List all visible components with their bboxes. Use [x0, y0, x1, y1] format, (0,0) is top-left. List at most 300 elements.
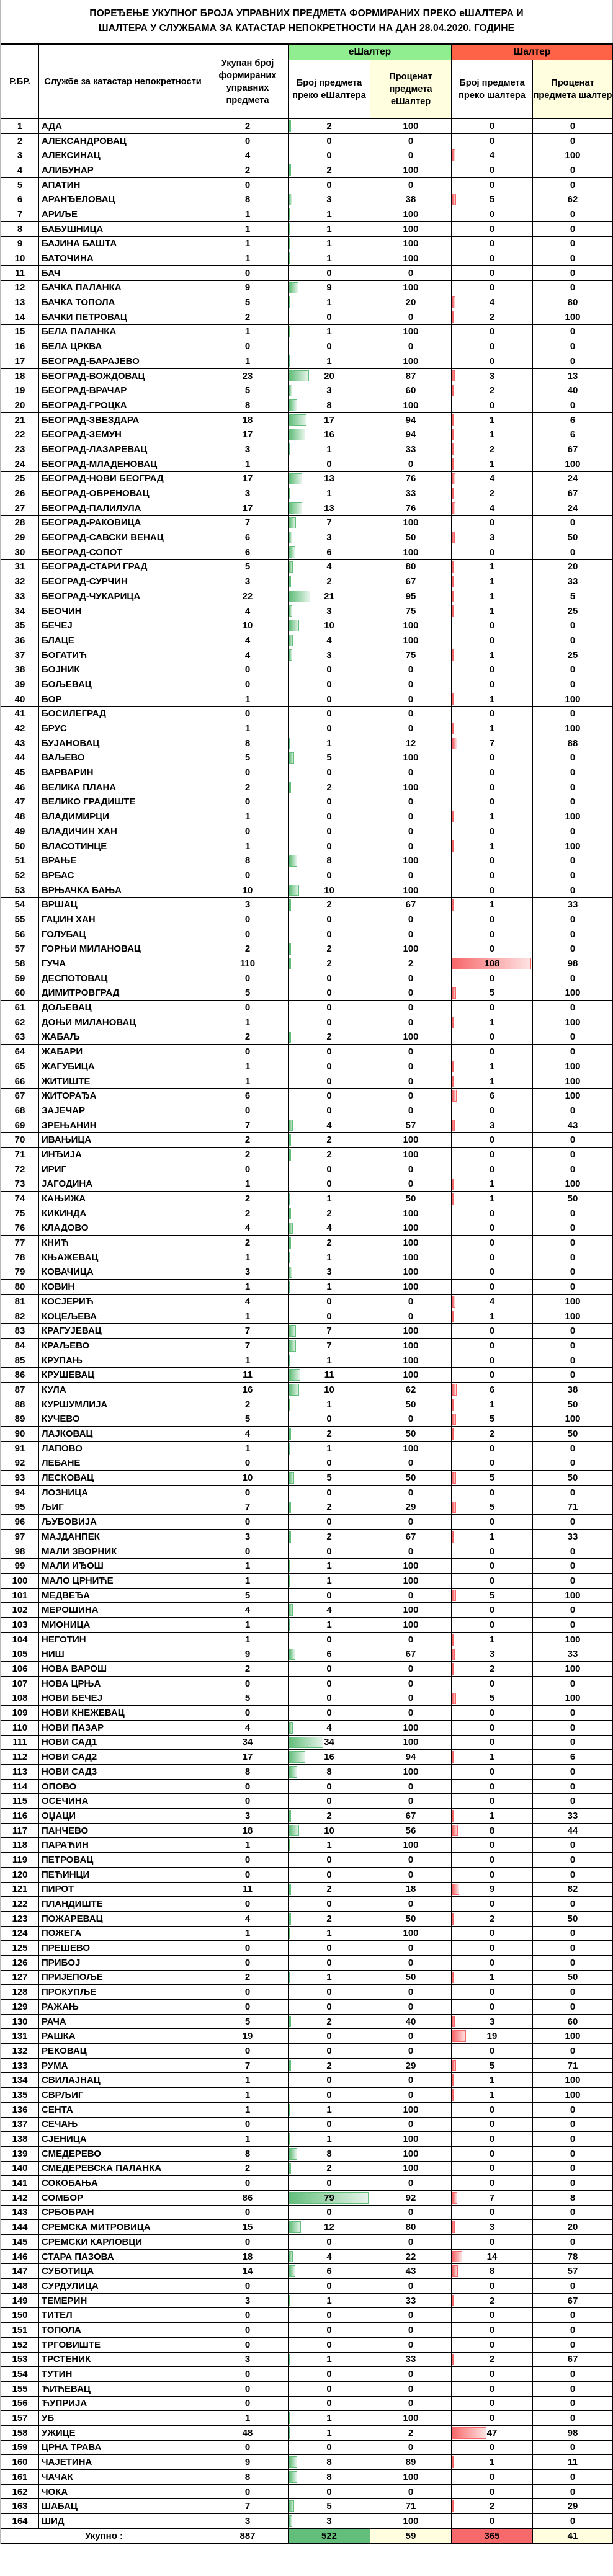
cell-value: 1	[489, 1972, 495, 1983]
cell-idx: 74	[1, 1192, 39, 1206]
cell-e-count	[289, 295, 370, 310]
cell-s-count	[452, 1221, 533, 1236]
cell-name: ЛЕБАНЕ	[39, 1456, 207, 1471]
table-row	[1, 1206, 613, 1221]
cell-e-count	[289, 1867, 370, 1882]
cell-e-count	[289, 1206, 370, 1221]
cell-s-count	[452, 2029, 533, 2044]
cell-value: 6	[489, 1090, 495, 1102]
cell-total: 1	[207, 1074, 289, 1089]
cell-e-pct: 0	[370, 706, 452, 721]
cell-s-count	[452, 1926, 533, 1941]
cell-s-pct: 0	[533, 1559, 613, 1574]
cell-total: 3	[207, 1530, 289, 1544]
cell-e-pct: 29	[370, 2058, 452, 2073]
cell-s-count	[452, 2000, 533, 2015]
cell-total: 0	[207, 2484, 289, 2499]
cell-e-count	[289, 898, 370, 912]
cell-s-count	[452, 2264, 533, 2279]
cell-value: 10	[324, 620, 334, 631]
table-row	[1, 1867, 613, 1882]
cell-s-count	[452, 2249, 533, 2264]
cell-name: БЕОГРАД-ВРАЧАР	[39, 383, 207, 398]
cell-name: БАТОЧИНА	[39, 251, 207, 266]
cell-value: 1	[489, 561, 495, 573]
cell-e-count	[289, 648, 370, 662]
header-e-count: Број предмета преко еШалтера	[289, 60, 370, 119]
cell-e-count	[289, 2279, 370, 2294]
table-row	[1, 1412, 613, 1427]
cell-idx: 26	[1, 486, 39, 501]
cell-s-pct: 80	[533, 295, 613, 310]
cell-value: 0	[326, 1090, 332, 1102]
cell-name: ПОЖАРЕВАЦ	[39, 1911, 207, 1926]
green-data-bar	[289, 1237, 291, 1249]
cell-e-count	[289, 824, 370, 839]
cell-s-pct: 57	[533, 2264, 613, 2279]
cell-s-pct: 100	[533, 1295, 613, 1309]
cell-e-pct: 0	[370, 2381, 452, 2396]
table-row	[1, 2484, 613, 2499]
cell-name: БЕОГРАД-СУРЧИН	[39, 574, 207, 589]
cell-e-count	[289, 853, 370, 868]
cell-e-count	[289, 2308, 370, 2323]
cell-s-count	[452, 2190, 533, 2205]
cell-s-pct: 0	[533, 2176, 613, 2191]
cell-value: 1	[326, 1193, 332, 1205]
cell-e-pct: 50	[370, 530, 452, 545]
cell-s-pct: 0	[533, 265, 613, 280]
cell-s-count	[452, 986, 533, 1001]
cell-e-count	[289, 1500, 370, 1515]
cell-name: СОКОБАЊА	[39, 2176, 207, 2191]
cell-value: 2	[489, 1428, 495, 1440]
cell-value: 0	[326, 2324, 332, 2335]
cell-s-count	[452, 1397, 533, 1412]
cell-idx: 91	[1, 1441, 39, 1456]
cell-name: КОСЈЕРИЋ	[39, 1295, 207, 1309]
cell-s-count	[452, 530, 533, 545]
cell-e-count	[289, 1309, 370, 1324]
cell-e-count	[289, 1324, 370, 1339]
cell-idx: 49	[1, 824, 39, 839]
cell-value: 9	[326, 282, 332, 293]
cell-idx: 66	[1, 1074, 39, 1089]
table-row	[1, 1059, 613, 1074]
cell-value: 0	[326, 1046, 332, 1058]
cell-total: 15	[207, 2220, 289, 2235]
table-row	[1, 2514, 613, 2529]
green-data-bar	[289, 1737, 323, 1749]
red-data-bar	[452, 591, 454, 602]
cell-e-count	[289, 1074, 370, 1089]
cell-idx: 149	[1, 2293, 39, 2308]
cell-total: 1	[207, 1250, 289, 1265]
cell-s-pct: 43	[533, 1118, 613, 1133]
cell-value: 4	[489, 150, 495, 161]
cell-s-pct: 0	[533, 765, 613, 780]
green-data-bar	[289, 576, 291, 587]
cell-name: ШИД	[39, 2514, 207, 2529]
cell-s-pct: 13	[533, 368, 613, 383]
green-data-bar	[289, 591, 310, 602]
cell-e-pct: 100	[370, 1280, 452, 1295]
cell-total: 4	[207, 1427, 289, 1442]
cell-total: 1	[207, 1280, 289, 1295]
cell-total: 17	[207, 501, 289, 515]
cell-name: ТРСТЕНИК	[39, 2352, 207, 2367]
cell-total: 19	[207, 2029, 289, 2044]
table-row	[1, 163, 613, 178]
cell-value: 0	[489, 2486, 495, 2497]
cell-value: 1	[326, 1281, 332, 1293]
table-row	[1, 1427, 613, 1442]
red-data-bar	[452, 1825, 458, 1837]
cell-s-pct: 78	[533, 2249, 613, 2264]
cell-idx: 121	[1, 1882, 39, 1897]
cell-value: 0	[489, 1708, 495, 1719]
cell-e-count	[289, 2176, 370, 2191]
cell-idx: 123	[1, 1911, 39, 1926]
cell-s-pct: 0	[533, 1162, 613, 1177]
cell-s-count	[452, 1544, 533, 1559]
cell-e-count	[289, 2425, 370, 2440]
green-data-bar	[289, 1575, 290, 1587]
cell-e-count	[289, 221, 370, 236]
cell-name: ЖАБАЉ	[39, 1030, 207, 1045]
cell-total: 0	[207, 868, 289, 883]
cell-s-pct: 33	[533, 1809, 613, 1824]
red-data-bar	[452, 1972, 454, 1984]
table-row	[1, 1162, 613, 1177]
cell-total: 1	[207, 1177, 289, 1192]
cell-idx: 33	[1, 589, 39, 604]
cell-e-count	[289, 1045, 370, 1059]
cell-name: СЕЧАЊ	[39, 2117, 207, 2132]
cell-value: 0	[489, 885, 495, 896]
cell-total: 4	[207, 1221, 289, 1236]
cell-e-count	[289, 706, 370, 721]
cell-value: 0	[489, 1443, 495, 1454]
cell-total: 0	[207, 1456, 289, 1471]
cell-s-count	[452, 1177, 533, 1192]
cell-total: 0	[207, 971, 289, 986]
header-group-eshalter: еШалтер	[289, 44, 452, 60]
cell-s-pct: 0	[533, 1735, 613, 1750]
cell-value: 3	[326, 605, 332, 617]
cell-total: 5	[207, 383, 289, 398]
cell-value: 2	[326, 958, 332, 969]
cell-total: 2	[207, 1148, 289, 1162]
cell-total: 22	[207, 589, 289, 604]
table-row	[1, 1720, 613, 1735]
cell-e-pct: 29	[370, 1500, 452, 1515]
cell-idx: 52	[1, 868, 39, 883]
cell-total: 4	[207, 648, 289, 662]
cell-value: 0	[326, 870, 332, 881]
cell-total: 18	[207, 1823, 289, 1838]
cell-value: 0	[489, 1164, 495, 1175]
cell-name: ТРГОВИШТЕ	[39, 2337, 207, 2352]
red-data-bar	[452, 1649, 455, 1660]
table-row	[1, 368, 613, 383]
cell-s-pct: 50	[533, 1471, 613, 1486]
table-row	[1, 207, 613, 222]
cell-idx: 139	[1, 2146, 39, 2161]
cell-s-count	[452, 1882, 533, 1897]
cell-s-count	[452, 1574, 533, 1589]
cell-value: 4	[326, 1120, 332, 1131]
cell-s-count	[452, 604, 533, 618]
cell-e-pct: 0	[370, 795, 452, 809]
cell-idx: 100	[1, 1574, 39, 1589]
table-row	[1, 2058, 613, 2073]
table-row	[1, 1853, 613, 1868]
cell-e-pct: 12	[370, 736, 452, 751]
cell-value: 4	[489, 473, 495, 484]
cell-e-pct: 0	[370, 662, 452, 677]
cell-e-count	[289, 207, 370, 222]
red-data-bar	[452, 1693, 456, 1705]
cell-idx: 89	[1, 1412, 39, 1427]
green-data-bar	[289, 2060, 291, 2072]
cell-s-pct: 0	[533, 1045, 613, 1059]
cell-e-count	[289, 677, 370, 692]
cell-name: УБ	[39, 2411, 207, 2426]
cell-e-count	[289, 751, 370, 765]
cell-name: БЕОГРАД-ЗЕМУН	[39, 427, 207, 442]
cell-s-count	[452, 515, 533, 530]
red-data-bar	[452, 443, 454, 455]
cell-s-pct: 50	[533, 1970, 613, 1985]
cell-e-pct: 0	[370, 133, 452, 148]
cell-value: 1	[489, 414, 495, 426]
cell-e-count	[289, 1955, 370, 1970]
cell-total: 1	[207, 324, 289, 339]
cell-value: 0	[326, 840, 332, 852]
cell-s-count	[452, 2381, 533, 2396]
cell-value: 0	[326, 2236, 332, 2247]
cell-s-pct: 62	[533, 192, 613, 207]
cell-total: 17	[207, 1750, 289, 1765]
cell-s-pct: 38	[533, 1383, 613, 1397]
cell-total: 6	[207, 530, 289, 545]
cell-total: 1	[207, 457, 289, 471]
cell-total: 8	[207, 1765, 289, 1780]
cell-s-pct: 0	[533, 1544, 613, 1559]
header-s-count: Број предмета преко шалтера	[452, 60, 533, 119]
cell-e-pct: 100	[370, 163, 452, 178]
cell-s-count	[452, 280, 533, 295]
cell-total: 23	[207, 368, 289, 383]
cell-value: 0	[326, 1943, 332, 1954]
cell-s-count	[452, 1309, 533, 1324]
cell-idx: 111	[1, 1735, 39, 1750]
cell-s-pct: 71	[533, 2058, 613, 2073]
cell-value: 0	[326, 2369, 332, 2380]
cell-value: 0	[326, 311, 332, 323]
cell-name: РАЖАЊ	[39, 2000, 207, 2015]
cell-value: 0	[489, 1987, 495, 1998]
cell-total: 4	[207, 1295, 289, 1309]
cell-value: 19	[486, 2031, 498, 2042]
cell-name: РЕКОВАЦ	[39, 2044, 207, 2059]
cell-s-pct: 0	[533, 1250, 613, 1265]
cell-idx: 126	[1, 1955, 39, 1970]
cell-e-pct: 100	[370, 853, 452, 868]
cell-e-count	[289, 280, 370, 295]
cell-name: БЕЛА ПАЛАНКА	[39, 324, 207, 339]
cell-total: 1	[207, 251, 289, 266]
cell-value: 1	[326, 1840, 332, 1851]
red-data-bar	[452, 840, 454, 852]
cell-value: 3	[489, 1120, 495, 1131]
cell-e-pct: 50	[370, 1192, 452, 1206]
cell-value: 0	[489, 1957, 495, 1968]
cell-e-count	[289, 604, 370, 618]
cell-name: АЛЕКСАНДРОВАЦ	[39, 133, 207, 148]
table-row	[1, 339, 613, 354]
cell-e-count	[289, 2000, 370, 2015]
cell-s-count	[452, 559, 533, 574]
cell-value: 0	[326, 1105, 332, 1116]
cell-s-pct: 0	[533, 927, 613, 942]
cell-value: 2	[326, 1531, 332, 1542]
cell-name: ПРИБОЈ	[39, 1955, 207, 1970]
green-data-bar	[289, 2354, 290, 2366]
cell-value: 0	[326, 2486, 332, 2497]
cell-e-count	[289, 1750, 370, 1765]
table-row	[1, 2499, 613, 2514]
cell-value: 1	[489, 811, 495, 822]
cell-idx: 57	[1, 942, 39, 956]
table-row	[1, 1941, 613, 1956]
cell-e-pct: 0	[370, 2337, 452, 2352]
cell-value: 0	[489, 2148, 495, 2159]
green-data-bar	[289, 899, 291, 911]
cell-s-count	[452, 236, 533, 251]
cell-value: 1	[489, 693, 495, 705]
green-data-bar	[289, 1193, 290, 1205]
cell-idx: 129	[1, 2000, 39, 2015]
cell-value: 0	[326, 179, 332, 190]
cell-s-count	[452, 265, 533, 280]
cell-e-pct: 0	[370, 1676, 452, 1691]
cell-e-pct: 67	[370, 1530, 452, 1544]
cell-total: 0	[207, 677, 289, 692]
cell-total: 5	[207, 986, 289, 1001]
red-data-bar	[452, 2192, 457, 2204]
table-row	[1, 2308, 613, 2323]
cell-e-pct: 100	[370, 1265, 452, 1280]
cell-s-count	[452, 1706, 533, 1721]
cell-total: 0	[207, 2323, 289, 2338]
cell-name: ШАБАЦ	[39, 2499, 207, 2514]
cell-s-count	[452, 486, 533, 501]
cell-e-count	[289, 1794, 370, 1809]
green-data-bar	[289, 1766, 297, 1778]
green-data-bar	[289, 738, 290, 749]
cell-value: 16	[324, 1752, 334, 1763]
cell-name: ВЕЛИКА ПЛАНА	[39, 780, 207, 795]
cell-e-pct: 0	[370, 177, 452, 192]
cell-s-pct: 50	[533, 1397, 613, 1412]
cell-idx: 62	[1, 1015, 39, 1030]
cell-name: КУЛА	[39, 1383, 207, 1397]
cell-value: 1	[326, 738, 332, 749]
green-data-bar	[289, 1810, 291, 1822]
cell-value: 0	[326, 2398, 332, 2409]
cell-value: 2	[326, 2060, 332, 2071]
cell-s-count	[452, 2411, 533, 2426]
cell-s-count	[452, 1530, 533, 1544]
cell-value: 1	[326, 1252, 332, 1263]
table-row	[1, 1265, 613, 1280]
red-data-bar	[452, 1414, 456, 1425]
totals-s-count: 365	[452, 2528, 533, 2543]
cell-value: 0	[326, 1546, 332, 1557]
cell-total: 5	[207, 2014, 289, 2029]
table-row	[1, 2279, 613, 2294]
cell-s-pct: 0	[533, 2411, 613, 2426]
cell-total: 1	[207, 692, 289, 706]
cell-idx: 68	[1, 1103, 39, 1118]
cell-e-pct: 0	[370, 692, 452, 706]
cell-total: 2	[207, 1662, 289, 1677]
cell-s-pct: 100	[533, 1632, 613, 1647]
cell-value: 2	[489, 443, 495, 455]
table-row	[1, 1735, 613, 1750]
cell-value: 1	[489, 1193, 495, 1205]
table-row	[1, 1544, 613, 1559]
cell-idx: 31	[1, 559, 39, 574]
cell-s-count	[452, 2514, 533, 2529]
cell-value: 5	[489, 987, 495, 999]
cell-value: 0	[489, 1252, 495, 1263]
cell-e-count	[289, 2249, 370, 2264]
cell-s-count	[452, 1897, 533, 1912]
table-row	[1, 442, 613, 457]
cell-s-count	[452, 618, 533, 633]
cell-s-count	[452, 589, 533, 604]
cell-s-pct: 8	[533, 2190, 613, 2205]
table-row	[1, 545, 613, 559]
cell-value: 0	[326, 2001, 332, 2012]
cell-s-pct: 100	[533, 721, 613, 736]
cell-value: 2	[489, 311, 495, 323]
cell-s-count	[452, 971, 533, 986]
cell-e-count	[289, 1397, 370, 1412]
cell-name: КОВАЧИЦА	[39, 1265, 207, 1280]
cell-s-count	[452, 354, 533, 369]
cell-s-count	[452, 442, 533, 457]
table-row	[1, 2161, 613, 2176]
cell-idx: 11	[1, 265, 39, 280]
cell-e-pct: 0	[370, 148, 452, 163]
cell-s-pct: 50	[533, 530, 613, 545]
cell-e-count	[289, 1559, 370, 1574]
cell-s-pct: 67	[533, 2352, 613, 2367]
red-data-bar	[452, 532, 455, 543]
cell-s-pct: 0	[533, 942, 613, 956]
table-row	[1, 2220, 613, 2235]
cell-e-pct: 0	[370, 1456, 452, 1471]
cell-total: 3	[207, 486, 289, 501]
cell-value: 0	[489, 1326, 495, 1337]
cell-total: 1	[207, 221, 289, 236]
cell-value: 0	[489, 620, 495, 631]
red-data-bar	[452, 1017, 454, 1028]
